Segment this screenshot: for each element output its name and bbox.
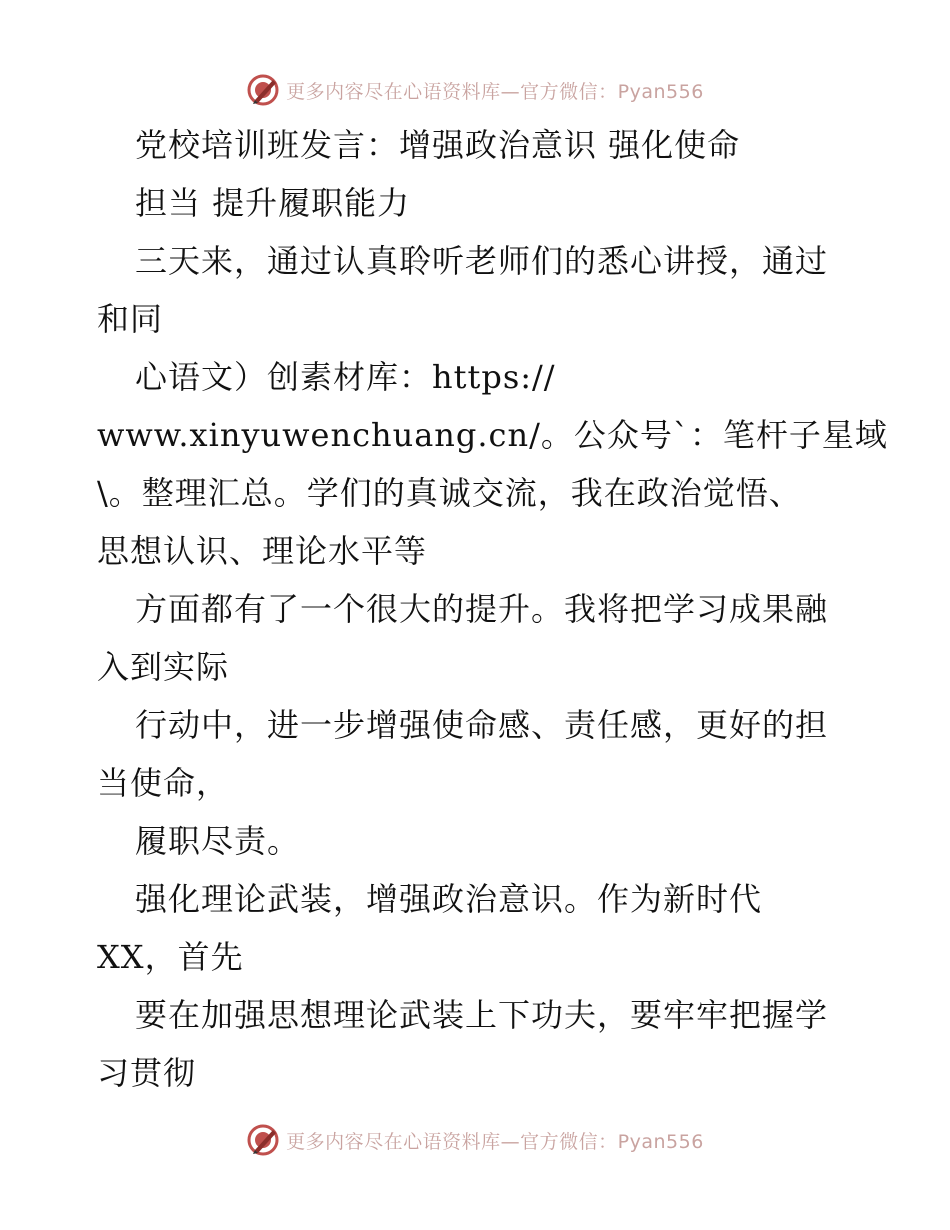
banner-wechat-id: Pyan556 [617, 1130, 704, 1153]
paragraph-line: 履职尽责。 [135, 822, 301, 860]
paragraph-line: www.xinyuwenchuang.cn/。公众号`：笔杆子星域 [97, 416, 888, 454]
paragraph-line: 和同 [97, 300, 164, 338]
paragraph-line: 心语文）创素材库：https:// [135, 358, 556, 396]
paragraph-line: \。整理汇总。学们的真诚交流，我在政治觉悟、 [97, 474, 802, 512]
pen-logo-icon [246, 73, 280, 107]
paragraph-line: 当使命， [97, 764, 230, 802]
paragraph-line: 三天来，通过认真聆听老师们的悉心讲授，通过 [135, 242, 829, 280]
paragraph-line: 入到实际 [97, 648, 230, 686]
paragraph-line: 习贯彻 [97, 1054, 197, 1092]
banner-wechat-id: Pyan556 [617, 80, 704, 103]
paragraph-line: XX，首先 [97, 938, 244, 976]
banner-slogan: 更多内容尽在心语资料库—官方微信： [286, 80, 618, 103]
footer-banner [0, 1120, 950, 1160]
paragraph-line: 思想认识、理论水平等 [97, 532, 428, 570]
paragraph-line: 要在加强思想理论武装上下功夫，要牢牢把握学 [135, 996, 829, 1034]
paragraph-line: 强化理论武装，增强政治意识。作为新时代 [135, 880, 763, 918]
document-body [97, 116, 888, 1102]
banner-text [286, 1127, 704, 1154]
title-line-2: 担当 提升履职能力 [135, 184, 411, 222]
paragraph-line: 方面都有了一个很大的提升。我将把学习成果融 [135, 590, 829, 628]
header-banner [0, 70, 950, 110]
banner-slogan: 更多内容尽在心语资料库—官方微信： [286, 1130, 618, 1153]
pen-logo-icon [246, 1123, 280, 1157]
title-line-1: 党校培训班发言：增强政治意识 强化使命 [135, 126, 741, 164]
paragraph-line: 行动中，进一步增强使命感、责任感，更好的担 [135, 706, 829, 744]
banner-text [286, 77, 704, 104]
